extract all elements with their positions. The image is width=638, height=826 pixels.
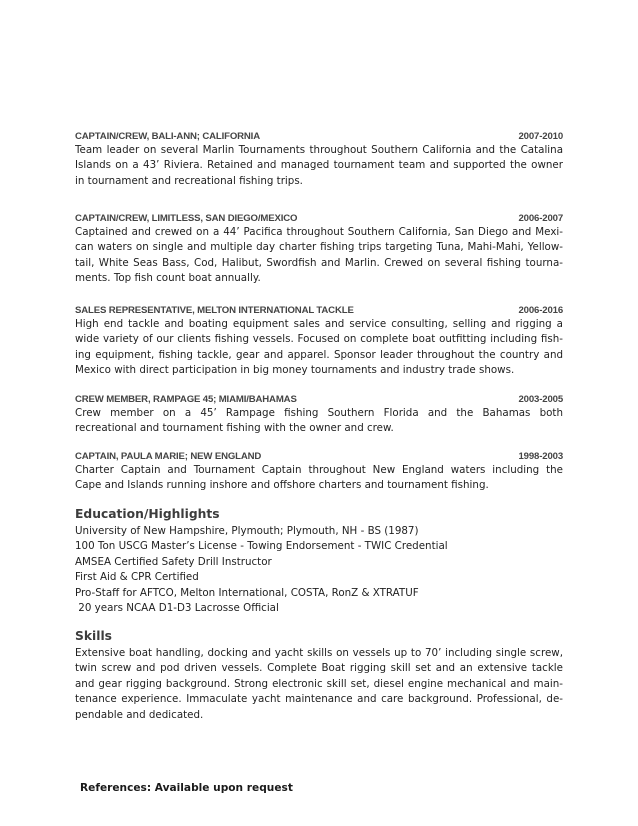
description-line: ments. Top fish count boat annually. [75,272,261,285]
description-line: High end tackle and boating equipment sales and service consulting, selling and rigging a [75,318,563,330]
skills-line: and gear rigging background. Strong electronic skill set, diesel engine mechanical and main- [75,677,563,690]
job-header [75,393,563,406]
skills-description [75,646,563,723]
education-item: Pro-Staff for AFTCO, Melton International, COSTA, RonZ & XTRATUF [75,586,419,599]
skills-line: Extensive boat handling, docking and yacht skills on vessels up to 70’ including single screw, [75,647,563,659]
description-line: Team leader on several Marlin Tournaments throughout Southern California and the Catalina [75,144,563,156]
description-line: wide variety of our clients fishing vessels. Focused on complete boat outfitting including fish- [75,333,563,346]
job-dates: 2006-2007 [518,213,563,224]
job-description [75,143,563,189]
description-line: tail, White Seas Bass, Cod, Halibut, Swordfish and Marlin. Crewed on several fishing tourna- [75,256,563,269]
job-description [75,317,563,379]
education-item: First Aid & CPR Certified [75,571,199,584]
education-item: University of New Hampshire, Plymouth; Plymouth, NH - BS (1987) [75,525,419,537]
job-header [75,304,563,317]
description-line: Islands on a 43’ Riviera. Retained and managed tournament team and supported the owner [75,159,563,172]
description-line: recreational and tournament fishing with the owner and crew. [75,422,394,435]
job-description [75,225,563,287]
description-line: Charter Captain and Tournament Captain throughout New England waters including the [75,464,563,476]
job-header [75,450,563,463]
job-description [75,406,563,437]
job-entry [75,304,563,379]
education-item: 20 years NCAA D1-D3 Lacrosse Official [75,602,279,615]
job-dates: 2003-2005 [518,394,563,405]
job-dates: 2007-2010 [518,131,563,142]
job-dates: 2006-2016 [518,305,563,316]
job-header [75,212,563,225]
job-title: SALES REPRESENTATIVE, MELTON INTERNATIONAL TACKLE [75,305,354,316]
description-line: Crew member on a 45’ Rampage fishing Southern Florida and the Bahamas both [75,407,563,419]
job-entry [75,450,563,494]
description-line: ing equipment, fishing tackle, gear and apparel. Sponsor leader throughout the country and [75,348,563,361]
description-line: Mexico with direct participation in big money tournaments and industry trade shows. [75,364,515,377]
education-item: 100 Ton USCG Master’s License - Towing Endorsement - TWIC Credential [75,540,448,553]
job-entry [75,212,563,287]
education-item: AMSEA Certified Safety Drill Instructor [75,555,272,568]
job-description [75,463,563,494]
job-title: CAPTAIN, PAULA MARIE; NEW ENGLAND [75,451,262,462]
job-dates: 1998-2003 [518,451,563,462]
references-note: References: Available upon request [80,782,293,794]
description-line: Cape and Islands running inshore and offshore charters and tournament fishing. [75,479,489,492]
education-heading: Education/Highlights [75,507,220,521]
description-line: Captained and crewed on a 44’ Pacifica throughout Southern California, San Diego and Mexi- [75,226,563,238]
job-entry [75,130,563,189]
education-list [75,524,563,616]
job-title: CAPTAIN/CREW, LIMITLESS, SAN DIEGO/MEXICO [75,213,298,224]
description-line: can waters on single and multiple day charter fishing trips targeting Tuna, Mahi-Mahi, Yellow- [75,241,563,254]
job-title: CAPTAIN/CREW, BALI-ANN; CALIFORNIA [75,131,260,142]
skills-line: pendable and dedicated. [75,708,204,721]
description-line: in tournament and recreational fishing trips. [75,174,303,187]
job-title: CREW MEMBER, RAMPAGE 45; MIAMI/BAHAMAS [75,394,297,405]
skills-line: tenance experience. Immaculate yacht maintenance and care background. Professional, de- [75,693,563,706]
skills-heading: Skills [75,629,112,643]
job-header [75,130,563,143]
job-entry [75,393,563,437]
skills-line: twin screw and pod driven vessels. Complete Boat rigging skill set and an extensive tackle [75,662,563,675]
